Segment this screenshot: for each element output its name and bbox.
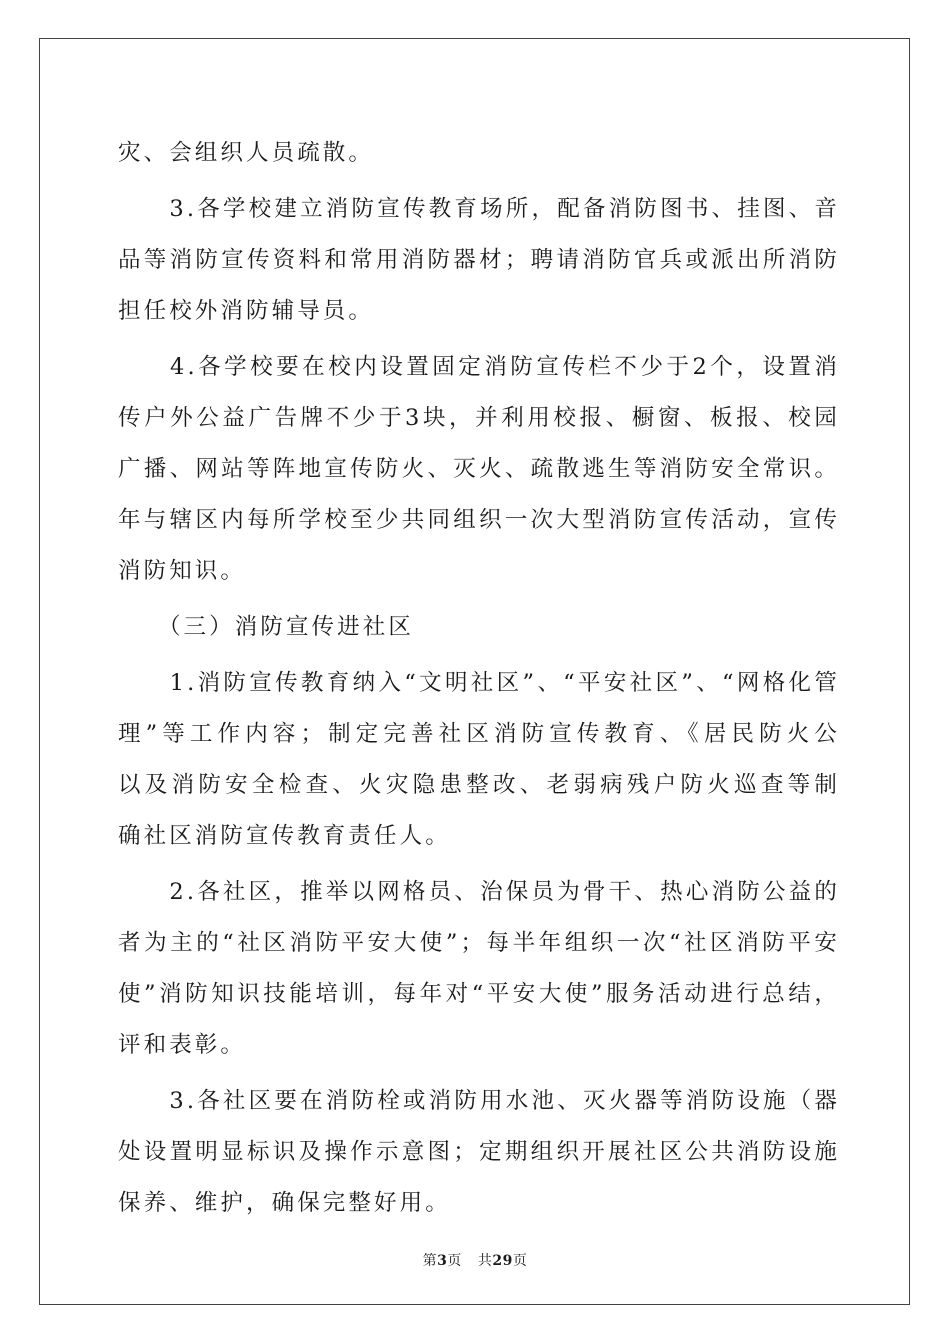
- text-line: 以及消防安全检查、火灾隐患整改、老弱病残户防火巡查等制: [118, 772, 840, 798]
- text-line: 品等消防宣传资料和常用消防器材；聘请消防官兵或派出所消防: [118, 247, 840, 273]
- page-current: 3: [437, 1253, 448, 1269]
- text-line: 使”消防知识技能培训，每年对“平安大使”服务活动进行总结，: [118, 981, 840, 1007]
- text-line: 确社区消防宣传教育责任人。: [118, 823, 451, 849]
- text-line: 理”等工作内容；制定完善社区消防宣传教育、《居民防火公: [118, 721, 840, 747]
- paragraph: [118, 867, 840, 1071]
- text-line: 3.各学校建立消防宣传教育场所，配备消防图书、挂图、音: [169, 196, 840, 222]
- text-line: 1.消防宣传教育纳入“文明社区”、“平安社区”、“网格化管: [118, 670, 840, 696]
- paragraph: [118, 128, 840, 179]
- text-line: 传户外公益广告牌不少于3块，并利用校报、橱窗、板报、校园: [118, 405, 840, 431]
- page-prefix: 第: [422, 1253, 438, 1269]
- text-line: 年与辖区内每所学校至少共同组织一次大型消防宣传活动，宣传: [118, 507, 840, 533]
- text-line: 3.各社区要在消防栓或消防用水池、灭火器等消防设施（器: [169, 1088, 840, 1114]
- paragraph: [118, 342, 840, 597]
- document-body: [118, 128, 840, 1229]
- text-line: 广播、网站等阵地宣传防火、灭火、疏散逃生等消防安全常识。: [118, 456, 840, 482]
- total-prefix: 共: [477, 1253, 493, 1269]
- text-line: 担任校外消防辅导员。: [118, 298, 375, 324]
- text-line: 4.各学校要在校内设置固定消防宣传栏不少于2个，设置消: [170, 354, 840, 380]
- paragraph: [118, 1076, 840, 1229]
- section-heading: [118, 602, 840, 653]
- text-line: 处设置明显标识及操作示意图；定期组织开展社区公共消防设施: [118, 1139, 840, 1165]
- total-suffix: 页: [512, 1253, 528, 1269]
- text-line: 评和表彰。: [118, 1032, 247, 1058]
- page-total: 29: [492, 1253, 513, 1269]
- text-line: 灾、会组织人员疏散。: [118, 140, 375, 166]
- text-line: 消防知识。: [118, 558, 247, 584]
- page-suffix: 页: [447, 1253, 462, 1269]
- text-line: 保养、维护，确保完整好用。: [118, 1190, 451, 1216]
- page-footer: [0, 1250, 950, 1270]
- paragraph: [118, 658, 840, 862]
- paragraph: [118, 184, 840, 337]
- text-line: （三）消防宣传进社区: [118, 614, 414, 640]
- text-line: 2.各社区，推举以网格员、治保员为骨干、热心消防公益的: [169, 879, 840, 905]
- text-line: 者为主的“社区消防平安大使”；每半年组织一次“社区消防平安: [118, 930, 840, 956]
